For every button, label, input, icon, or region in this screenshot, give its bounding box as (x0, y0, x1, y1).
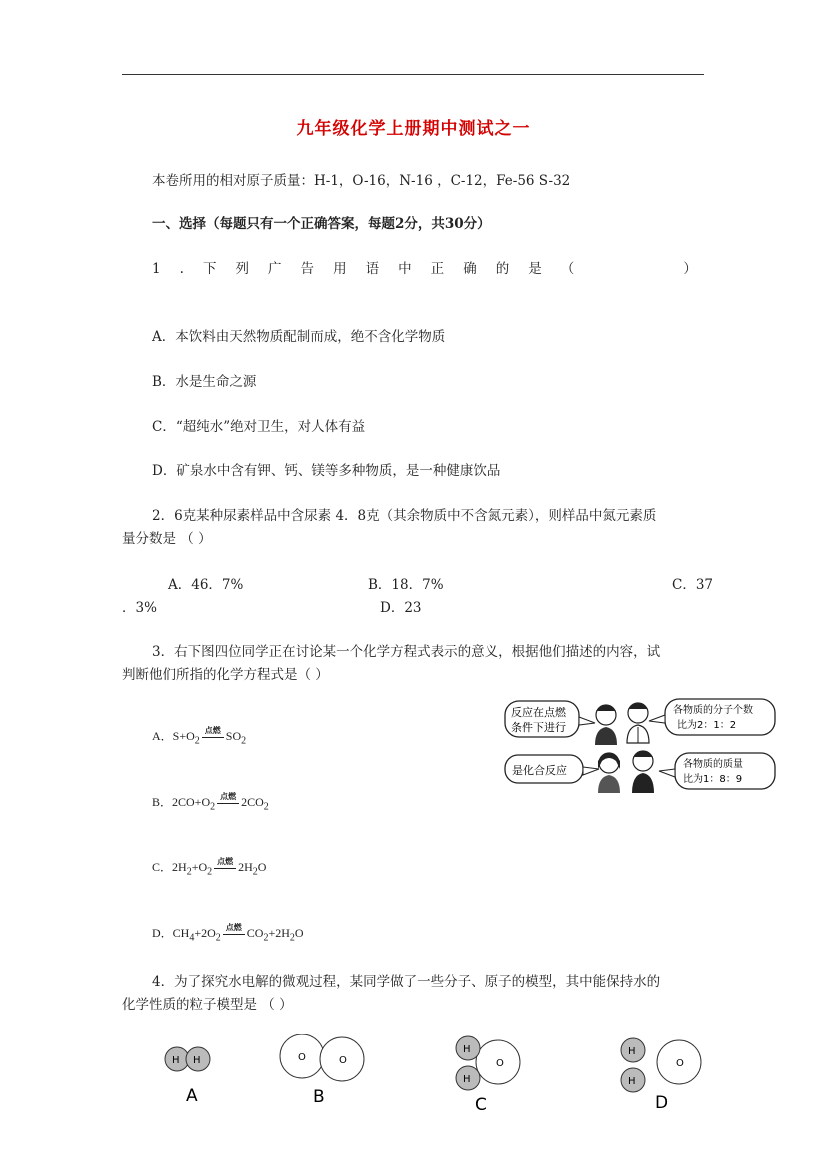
q3-option-c: C．$2H_2+O_2$ 点燃 $2H_2O$ (152, 856, 267, 878)
q1-option-a: A．本饮料由天然物质配制而成，绝不含化学物质 (152, 329, 446, 345)
q1-char: 用 (333, 261, 347, 277)
bubble-text: 条件下进行 (511, 721, 566, 734)
question-2-line-2: 量分数是 （ ） (122, 531, 212, 547)
question-4-line-2: 化学性质的粒子模型是 （ ） (122, 997, 293, 1013)
atom-label: O (298, 1052, 306, 1063)
atomic-mass-note: 本卷所用的相对原子质量：H-1，O-16，N-16 ，C-12，Fe-56 S-32 (152, 173, 571, 189)
q1-char: ） (683, 261, 697, 277)
atom-label: O (676, 1058, 684, 1069)
q2-option-d: D．23 (380, 600, 422, 616)
question-2-line-1: 2．6克某种尿素样品中含尿素 4．8克（其余物质中不含氮元素），则样品中氮元素质 (152, 508, 657, 524)
q1-char: 正 (430, 261, 445, 277)
bubble-text: 各物质的分子个数 (673, 705, 753, 716)
model-c (456, 1036, 520, 1115)
question-3-line-2: 判断他们所指的化学方程式是（ ） (122, 667, 329, 683)
section-heading: 一、选择（每题只有一个正确答案，每题2分，共30分） (152, 216, 491, 232)
q1-char: 确 (463, 261, 477, 277)
bubble-text: 比为2：1：2 (677, 720, 737, 731)
question-1-stem (152, 260, 697, 278)
bubble-text: 各物质的质量 (683, 759, 743, 770)
molecule-models-figure (150, 1034, 710, 1116)
student-figure (627, 703, 649, 743)
q2-option-a: A．46．7% (168, 577, 244, 593)
q3-option-b: B．$2CO+O_2$ 点燃 $2CO_2$ (152, 791, 269, 813)
atom-label: H (193, 1055, 201, 1066)
atom-label: O (339, 1055, 347, 1066)
atom-label: H (628, 1076, 636, 1087)
reaction-arrow: 点燃 (217, 803, 239, 804)
model-d (621, 1038, 701, 1113)
atom-label: O (496, 1058, 504, 1069)
atom-label: H (628, 1046, 636, 1057)
student-discussion-figure (503, 697, 779, 793)
q2-option-c-continued: ．3% (122, 600, 157, 616)
q1-char: 下 (202, 261, 217, 277)
q1-char: 的 (495, 261, 510, 277)
bubble-text: 反应在点燃 (511, 706, 566, 719)
reaction-arrow: 点燃 (214, 868, 236, 869)
q1-char: 广 (268, 261, 282, 277)
student-figure (632, 751, 654, 793)
q1-char: 是 (528, 261, 542, 277)
page-title: 九年级化学上册期中测试之一 (296, 119, 531, 139)
q1-option-d: D．矿泉水中含有钾、钙、镁等多种物质，是一种健康饮品 (152, 463, 501, 479)
q1-option-b: B．水是生命之源 (152, 374, 257, 390)
q1-char: （ (560, 261, 575, 277)
model-b (280, 1034, 364, 1107)
model-label: A (186, 1086, 198, 1106)
atom-label: H (172, 1055, 180, 1066)
q1-char: 中 (398, 261, 412, 277)
reaction-arrow: 点燃 (223, 934, 245, 935)
q2-option-c: C．37 (672, 577, 714, 593)
question-3-line-1: 3．右下图四位同学正在讨论某一个化学方程式表示的意义，根据他们描述的内容，试 (152, 644, 661, 660)
q1-char: 告 (300, 261, 315, 277)
q1-char: 列 (235, 261, 249, 277)
atom-label: H (463, 1044, 471, 1055)
q3-option-a: A．$S+O_2$ 点燃 $SO_2$ (152, 725, 247, 747)
q1-char: 1 (152, 261, 161, 277)
model-label: B (313, 1087, 325, 1107)
model-label: C (475, 1095, 487, 1115)
student-figure (595, 705, 617, 745)
bubble-text: 是化合反应 (512, 764, 567, 777)
student-figure (598, 753, 620, 793)
question-4-line-1: 4．为了探究水电解的微观过程，某同学做了一些分子、原子的模型，其中能保持水的 (152, 974, 661, 990)
q1-char: . (179, 261, 184, 277)
bubble-text: 比为1：8：9 (683, 774, 743, 785)
atom-label: H (463, 1074, 471, 1085)
model-a (165, 1047, 210, 1106)
model-label: D (655, 1093, 669, 1113)
q3-option-d: D．$CH_4+2O_2$ 点燃 $CO_2+2H_2O$ (152, 922, 304, 944)
q1-char: 语 (365, 261, 380, 277)
q2-option-b: B．18．7% (368, 577, 444, 593)
q1-option-c: C．“超纯水”绝对卫生，对人体有益 (152, 419, 366, 435)
reaction-arrow: 点燃 (202, 737, 224, 738)
top-rule (122, 74, 704, 75)
